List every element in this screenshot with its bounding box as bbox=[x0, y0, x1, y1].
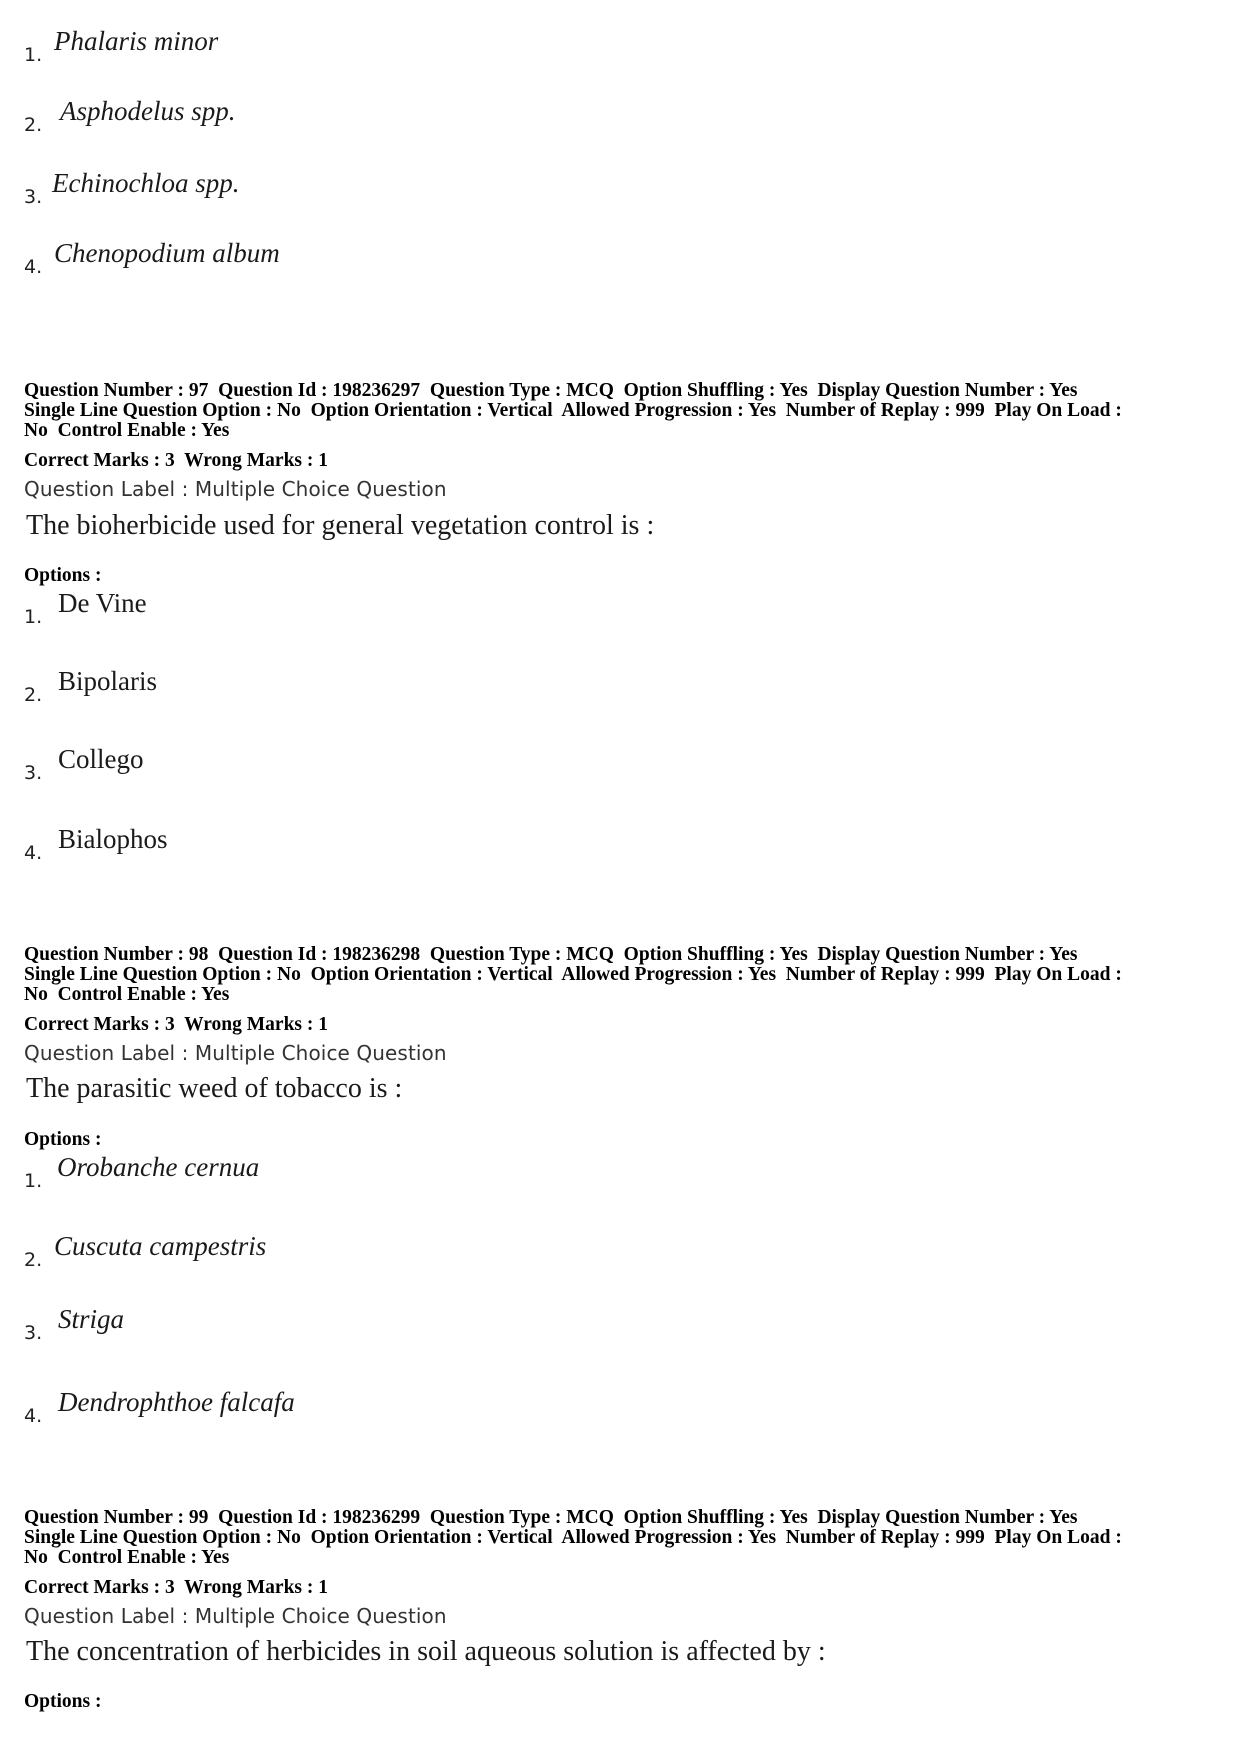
question-label: Question Label : Multiple Choice Question bbox=[24, 1041, 447, 1065]
option-item bbox=[24, 26, 924, 66]
question-meta-line: Single Line Question Option : No Option Orientation : Vertical Allowed Progression : Yes Number of Replay : 999 Play On Load : bbox=[24, 964, 1122, 985]
option-number: 3. bbox=[24, 762, 43, 784]
option-number: 2. bbox=[24, 1249, 43, 1271]
option-text: Asphodelus spp. bbox=[60, 96, 236, 126]
question-meta-line: Question Number : 97 Question Id : 198236297 Question Type : MCQ Option Shuffling : Yes Display Question Number : Yes bbox=[24, 380, 1078, 401]
question-meta-line: No Control Enable : Yes bbox=[24, 984, 230, 1005]
question-meta-line: Single Line Question Option : No Option Orientation : Vertical Allowed Progression : Yes Number of Replay : 999 Play On Load : bbox=[24, 400, 1122, 421]
option-item bbox=[24, 168, 924, 208]
option-text: Dendrophthoe falcafa bbox=[58, 1387, 295, 1417]
option-item bbox=[24, 1387, 924, 1427]
question-marks: Correct Marks : 3 Wrong Marks : 1 bbox=[24, 450, 329, 471]
option-text: Phalaris minor bbox=[54, 26, 219, 56]
option-number: 1. bbox=[24, 44, 43, 66]
question-text: The concentration of herbicides in soil aqueous solution is affected by : bbox=[26, 1636, 826, 1667]
option-text: Collego bbox=[58, 744, 144, 774]
option-number: 4. bbox=[24, 842, 43, 864]
question-meta-line: No Control Enable : Yes bbox=[24, 420, 230, 441]
option-item bbox=[24, 1231, 924, 1271]
question-meta-line: No Control Enable : Yes bbox=[24, 1547, 230, 1568]
option-text: De Vine bbox=[58, 588, 147, 618]
options-heading: Options : bbox=[24, 1691, 102, 1712]
option-number: 4. bbox=[24, 256, 43, 278]
option-text: Striga bbox=[58, 1304, 125, 1334]
question-text: The parasitic weed of tobacco is : bbox=[26, 1073, 403, 1104]
options-heading: Options : bbox=[24, 1129, 102, 1150]
option-item bbox=[24, 824, 924, 864]
option-number: 3. bbox=[24, 186, 43, 208]
option-number: 4. bbox=[24, 1405, 43, 1427]
option-item bbox=[24, 744, 924, 784]
option-number: 3. bbox=[24, 1322, 43, 1344]
question-marks: Correct Marks : 3 Wrong Marks : 1 bbox=[24, 1014, 329, 1035]
question-meta-line: Single Line Question Option : No Option Orientation : Vertical Allowed Progression : Yes Number of Replay : 999 Play On Load : bbox=[24, 1527, 1122, 1548]
question-label: Question Label : Multiple Choice Question bbox=[24, 1604, 447, 1628]
option-item bbox=[24, 1304, 924, 1344]
question-label: Question Label : Multiple Choice Question bbox=[24, 477, 447, 501]
option-text: Bialophos bbox=[58, 824, 168, 854]
option-item bbox=[24, 588, 924, 628]
question-meta-line: Question Number : 99 Question Id : 198236299 Question Type : MCQ Option Shuffling : Yes Display Question Number : Yes bbox=[24, 1507, 1078, 1528]
option-item bbox=[24, 96, 924, 136]
option-text: Orobanche cernua bbox=[57, 1152, 260, 1182]
options-heading: Options : bbox=[24, 565, 102, 586]
question-meta-line: Question Number : 98 Question Id : 198236298 Question Type : MCQ Option Shuffling : Yes Display Question Number : Yes bbox=[24, 944, 1078, 965]
option-number: 1. bbox=[24, 606, 43, 628]
option-number: 2. bbox=[24, 114, 43, 136]
question-marks: Correct Marks : 3 Wrong Marks : 1 bbox=[24, 1577, 329, 1598]
option-item bbox=[24, 238, 924, 278]
option-number: 1. bbox=[24, 1170, 43, 1192]
option-text: Chenopodium album bbox=[54, 238, 280, 268]
option-item bbox=[24, 1152, 924, 1192]
question-text: The bioherbicide used for general vegetation control is : bbox=[26, 510, 655, 541]
option-item bbox=[24, 666, 924, 706]
option-text: Bipolaris bbox=[58, 666, 157, 696]
option-text: Cuscuta campestris bbox=[54, 1231, 267, 1261]
option-text: Echinochloa spp. bbox=[52, 168, 240, 198]
option-number: 2. bbox=[24, 684, 43, 706]
